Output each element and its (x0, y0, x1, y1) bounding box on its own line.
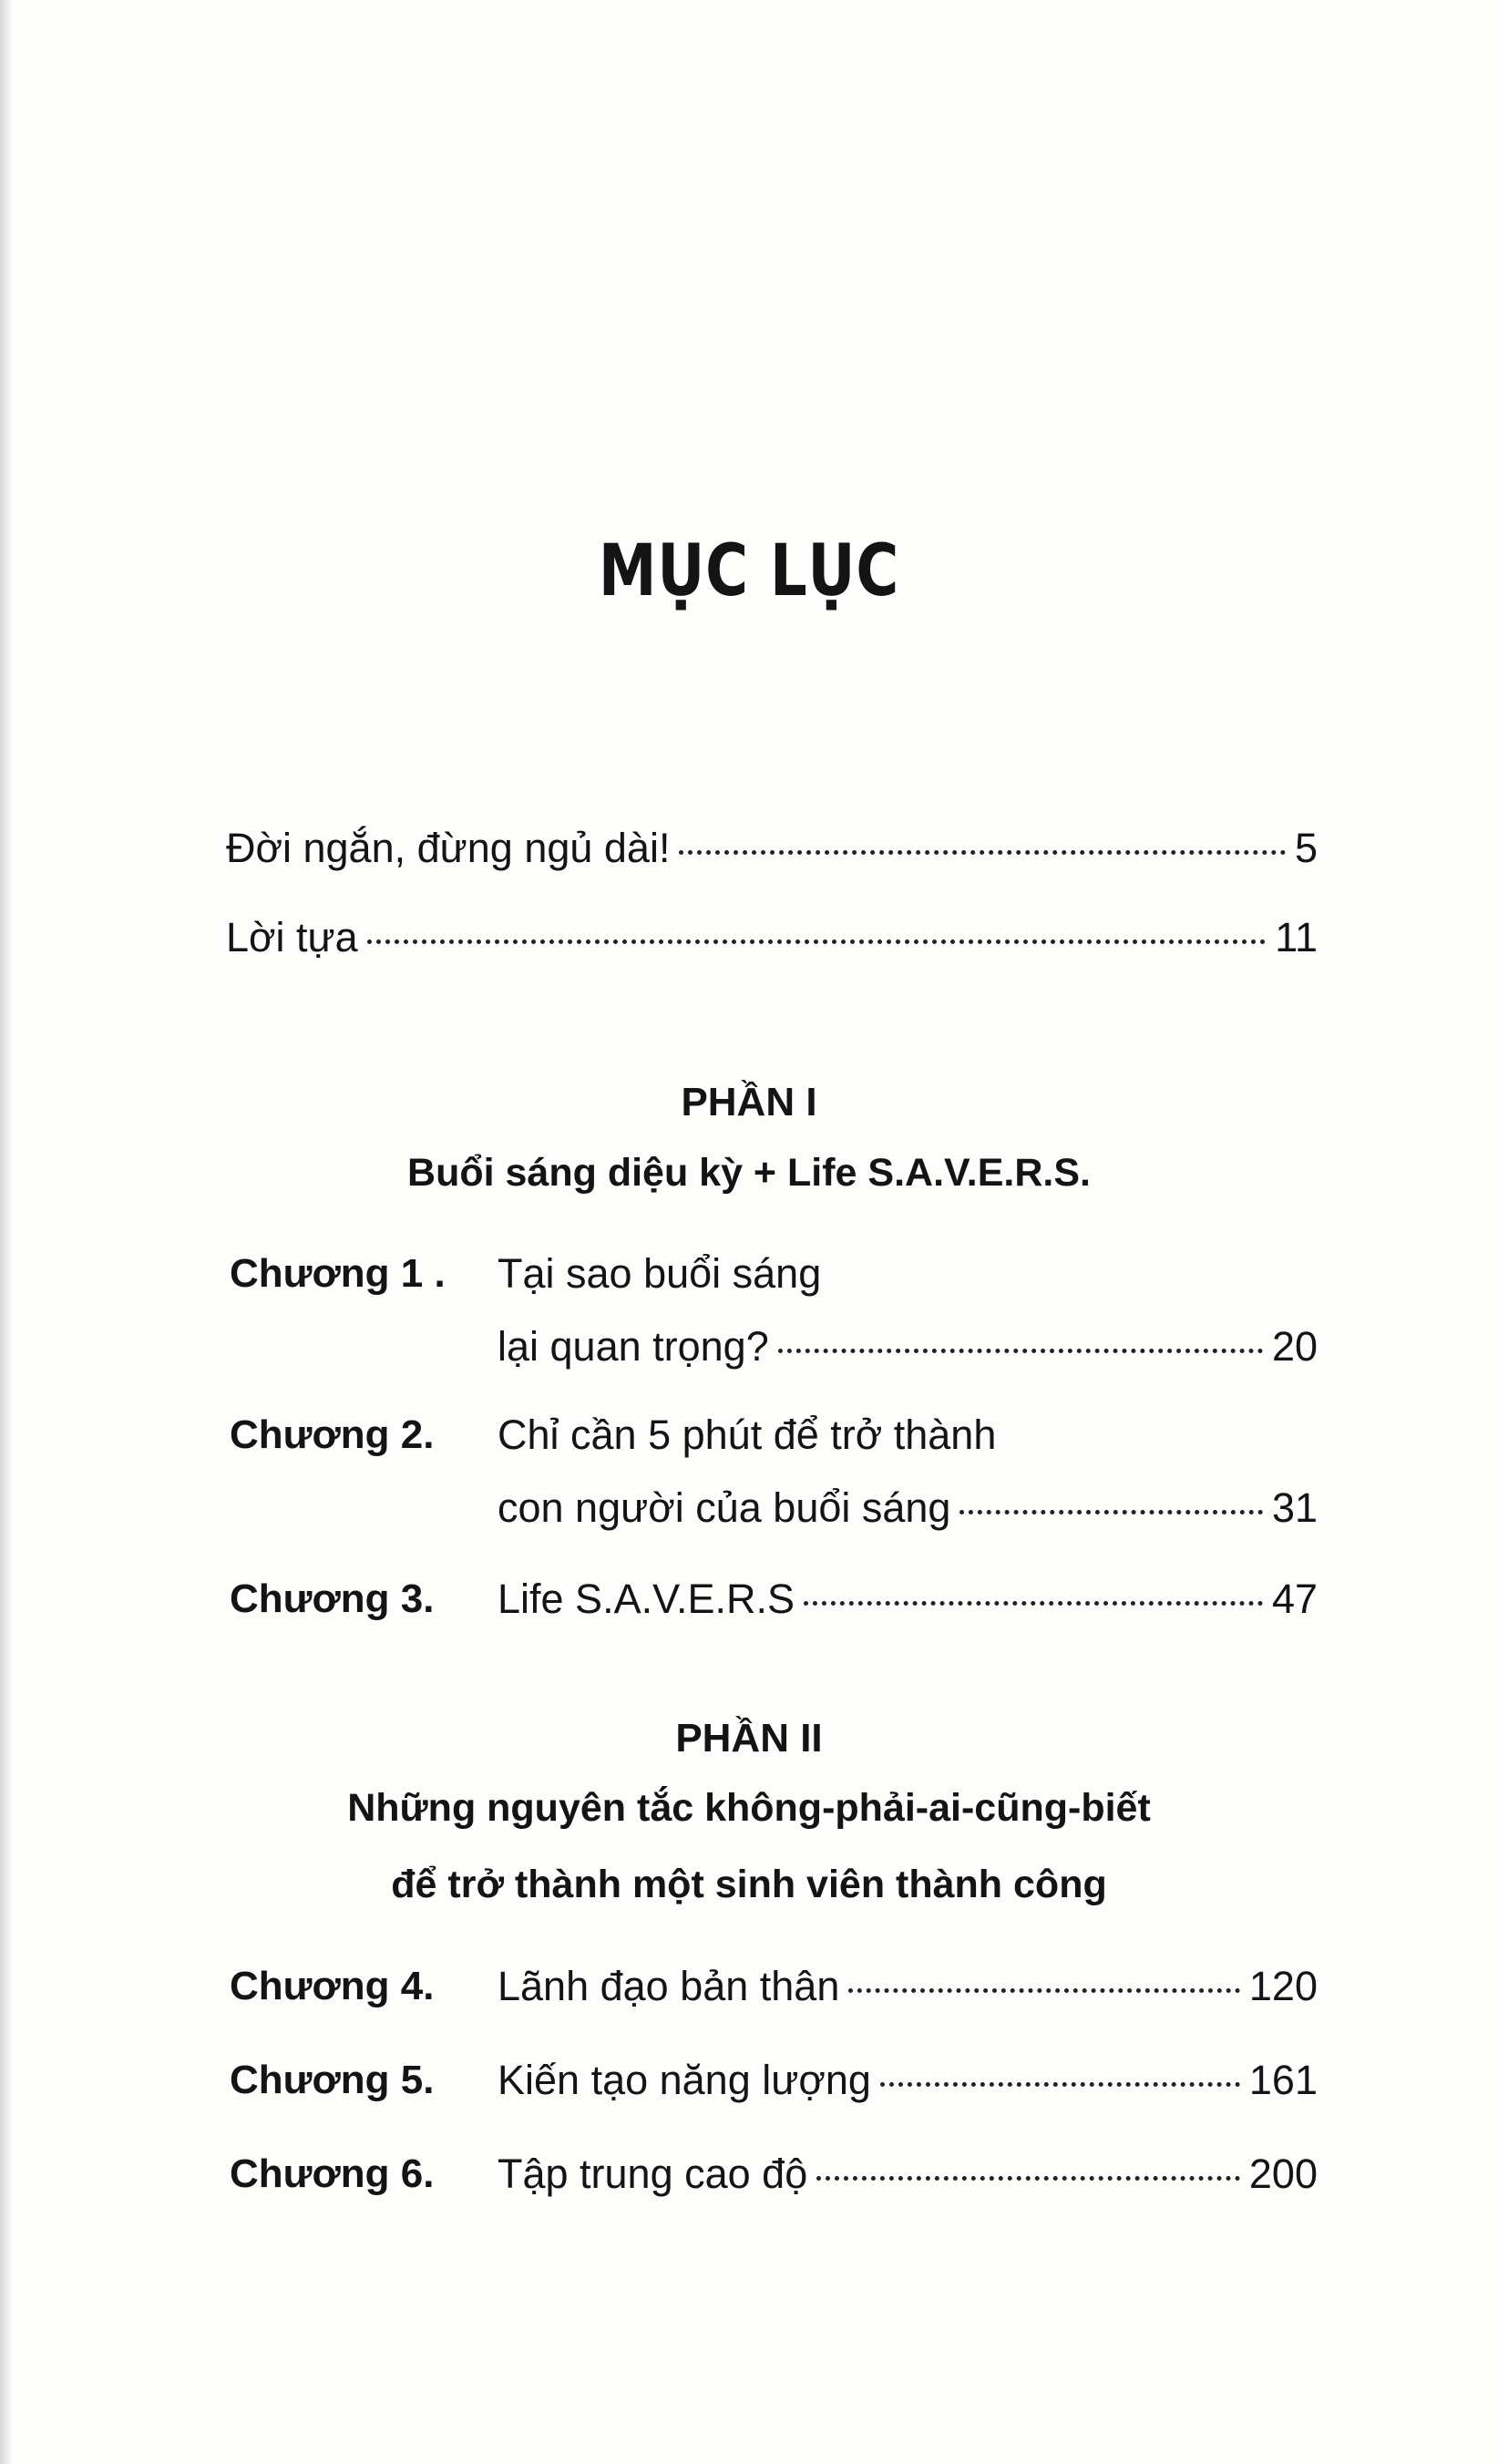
part-2-subtitle (0, 1770, 1498, 1923)
chapter-title-line: Lãnh đạo bản thân (498, 1963, 840, 2009)
toc-chapter-6[interactable] (230, 2138, 1318, 2211)
chapter-page: 120 (1248, 1963, 1318, 2009)
chapter-number: Chương 6. (230, 2151, 435, 2196)
chapter-page: 47 (1271, 1576, 1318, 1622)
toc-chapter-5[interactable] (230, 2044, 1318, 2117)
toc-chapter-1[interactable] (230, 1237, 1318, 1383)
chapter-number: Chương 1 . (230, 1251, 446, 1296)
chapter-page: 200 (1248, 2151, 1318, 2197)
part-subtitle-line: Những nguyên tắc không-phải-ai-cũng-biết (347, 1786, 1151, 1830)
chapter-title-line: Chỉ cần 5 phút để trở thành (498, 1412, 997, 1458)
chapter-number: Chương 2. (230, 1412, 435, 1457)
dot-leader (778, 1349, 1263, 1353)
part-1-subtitle (0, 1134, 1498, 1211)
chapter-number: Chương 4. (230, 1964, 435, 2008)
chapter-title-line: Life S.A.V.E.R.S (498, 1576, 795, 1622)
part-subtitle-line: để trở thành một sinh viên thành công (391, 1863, 1107, 1906)
toc-chapter-2[interactable] (230, 1399, 1318, 1545)
chapter-title-line: Tại sao buổi sáng (498, 1250, 822, 1297)
dot-leader (959, 1510, 1262, 1514)
page-title: MỤC LỤC (598, 530, 900, 612)
toc-chapter-4[interactable] (230, 1950, 1318, 2023)
chapter-number: Chương 3. (230, 1576, 435, 1621)
part-subtitle-line: Buổi sáng diệu kỳ + Life S.A.V.E.R.S. (407, 1151, 1091, 1195)
dot-leader (367, 939, 1267, 944)
part-2-heading[interactable]: PHẦN II (675, 1716, 823, 1761)
part-1-heading[interactable]: PHẦN I (681, 1080, 817, 1124)
chapter-title-line: Kiến tạo năng lượng (498, 2057, 871, 2103)
chapter-page: 31 (1271, 1484, 1318, 1531)
toc-entry-label: Lời tựa (226, 914, 358, 960)
chapter-number: Chương 5. (230, 2058, 435, 2102)
dot-leader (848, 1988, 1240, 1993)
toc-entry-page: 11 (1275, 914, 1318, 960)
toc-entry-page: 5 (1294, 825, 1318, 871)
toc-entry-foreword[interactable] (226, 825, 1318, 872)
page-binding-shadow (0, 0, 13, 2464)
chapter-page: 20 (1271, 1323, 1318, 1370)
dot-leader (804, 1601, 1263, 1606)
dot-leader (880, 2082, 1240, 2087)
toc-entry-label: Đời ngắn, đừng ngủ dài! (226, 825, 671, 871)
toc-chapter-3[interactable] (230, 1563, 1318, 1636)
chapter-title-line: con người của buổi sáng (498, 1484, 951, 1531)
chapter-page: 161 (1248, 2057, 1318, 2103)
dot-leader (816, 2176, 1240, 2181)
chapter-title-line: lại quan trọng? (498, 1323, 769, 1370)
chapter-title-line: Tập trung cao độ (498, 2151, 808, 2197)
dot-leader (679, 850, 1286, 855)
toc-entry-preface[interactable] (226, 914, 1318, 961)
